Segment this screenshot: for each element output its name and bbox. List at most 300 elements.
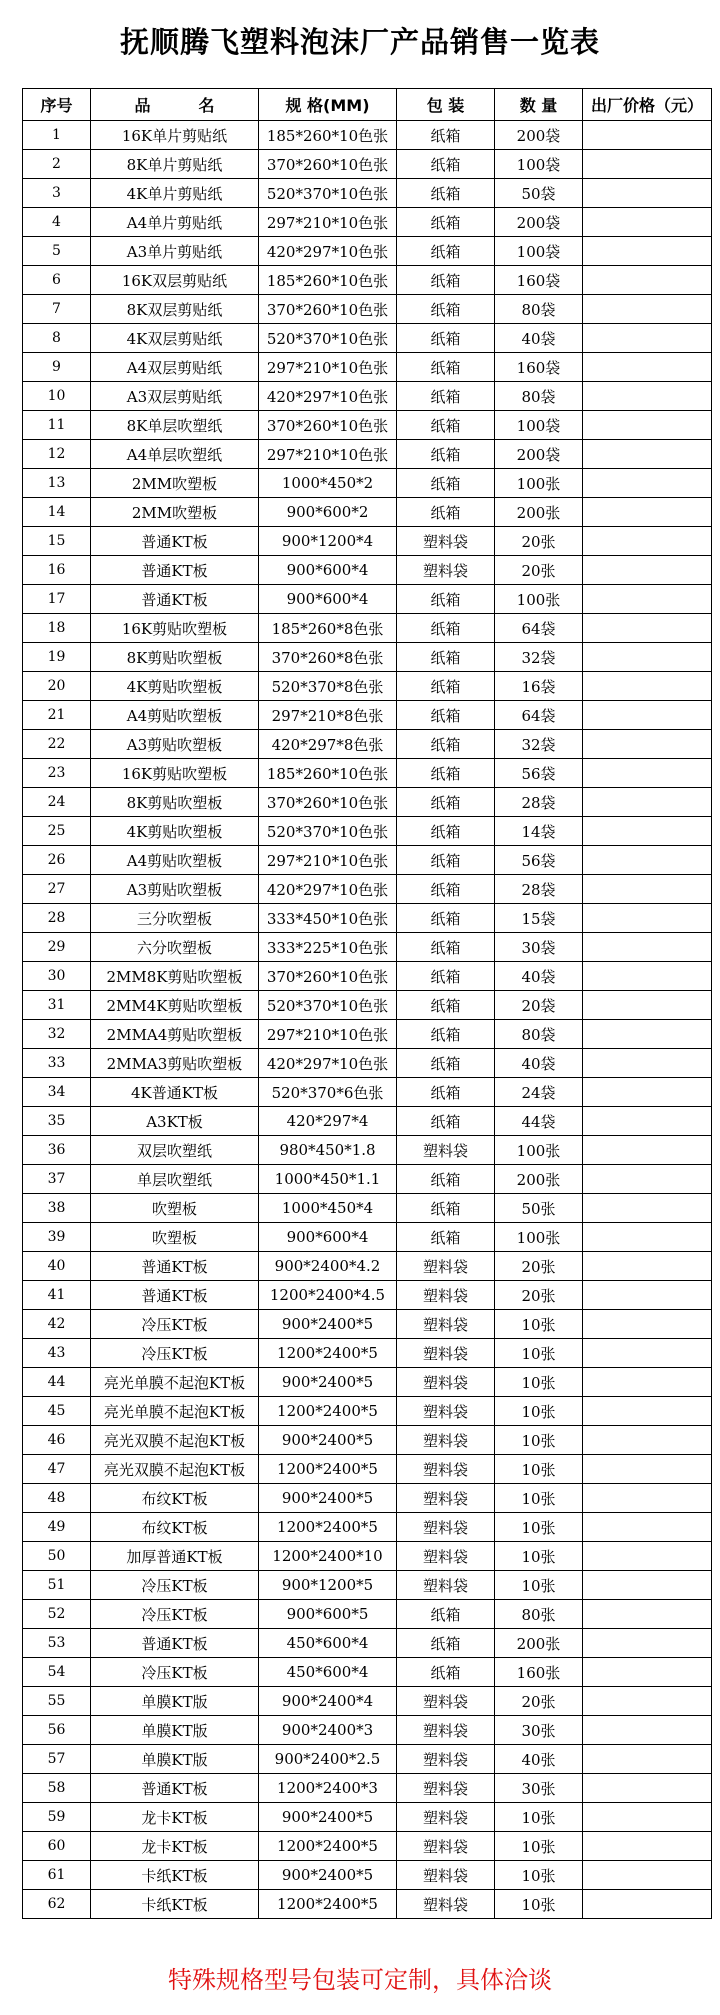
- cell-pack: 纸箱: [397, 1629, 495, 1658]
- cell-qty: 50张: [495, 1194, 583, 1223]
- cell-name: 普通KT板: [91, 1774, 259, 1803]
- cell-price: [583, 266, 712, 295]
- cell-pack: 塑料袋: [397, 556, 495, 585]
- table-row: [23, 991, 712, 1020]
- table-body: [23, 121, 712, 1919]
- cell-price: [583, 1774, 712, 1803]
- cell-no: 43: [23, 1339, 91, 1368]
- cell-pack: 纸箱: [397, 759, 495, 788]
- cell-qty: 160袋: [495, 266, 583, 295]
- cell-qty: 32袋: [495, 643, 583, 672]
- cell-pack: 塑料袋: [397, 1397, 495, 1426]
- table-row: [23, 1281, 712, 1310]
- cell-price: [583, 150, 712, 179]
- cell-pack: 纸箱: [397, 614, 495, 643]
- cell-spec: 1200*2400*4.5: [259, 1281, 397, 1310]
- cell-price: [583, 440, 712, 469]
- cell-name: 2MMA3剪贴吹塑板: [91, 1049, 259, 1078]
- table-row: [23, 1629, 712, 1658]
- cell-qty: 30张: [495, 1716, 583, 1745]
- cell-qty: 10张: [495, 1861, 583, 1890]
- cell-spec: 333*225*10色张: [259, 933, 397, 962]
- cell-pack: 塑料袋: [397, 1339, 495, 1368]
- cell-no: 14: [23, 498, 91, 527]
- cell-name: 8K单层吹塑纸: [91, 411, 259, 440]
- cell-name: 普通KT板: [91, 1629, 259, 1658]
- table-row: [23, 614, 712, 643]
- table-row: [23, 875, 712, 904]
- cell-pack: 纸箱: [397, 730, 495, 759]
- cell-price: [583, 1136, 712, 1165]
- cell-pack: 纸箱: [397, 701, 495, 730]
- table-row: [23, 962, 712, 991]
- cell-price: [583, 614, 712, 643]
- cell-price: [583, 1803, 712, 1832]
- table-row: [23, 179, 712, 208]
- cell-spec: 1200*2400*5: [259, 1339, 397, 1368]
- header-qty: 数 量: [495, 89, 583, 121]
- header-row: [23, 89, 712, 121]
- cell-no: 30: [23, 962, 91, 991]
- cell-spec: 900*600*4: [259, 1223, 397, 1252]
- cell-name: 16K双层剪贴纸: [91, 266, 259, 295]
- cell-qty: 20张: [495, 527, 583, 556]
- table-row: [23, 701, 712, 730]
- cell-spec: 520*370*10色张: [259, 991, 397, 1020]
- cell-no: 55: [23, 1687, 91, 1716]
- cell-price: [583, 933, 712, 962]
- cell-pack: 塑料袋: [397, 1252, 495, 1281]
- cell-pack: 纸箱: [397, 1223, 495, 1252]
- cell-price: [583, 962, 712, 991]
- cell-spec: 1200*2400*5: [259, 1455, 397, 1484]
- cell-pack: 纸箱: [397, 498, 495, 527]
- cell-pack: 纸箱: [397, 295, 495, 324]
- header-price: 出厂价格（元）: [583, 89, 712, 121]
- product-price-table: [22, 88, 712, 1919]
- cell-qty: 80袋: [495, 1020, 583, 1049]
- cell-pack: 纸箱: [397, 585, 495, 614]
- table-row: [23, 1832, 712, 1861]
- cell-price: [583, 875, 712, 904]
- cell-qty: 10张: [495, 1571, 583, 1600]
- cell-qty: 200袋: [495, 208, 583, 237]
- cell-qty: 10张: [495, 1890, 583, 1919]
- cell-name: 2MM吹塑板: [91, 469, 259, 498]
- cell-qty: 16袋: [495, 672, 583, 701]
- cell-no: 25: [23, 817, 91, 846]
- table-row: [23, 1426, 712, 1455]
- cell-pack: 塑料袋: [397, 1716, 495, 1745]
- cell-name: 加厚普通KT板: [91, 1542, 259, 1571]
- table-row: [23, 1542, 712, 1571]
- table-row: [23, 817, 712, 846]
- cell-no: 35: [23, 1107, 91, 1136]
- cell-no: 36: [23, 1136, 91, 1165]
- cell-qty: 56袋: [495, 846, 583, 875]
- cell-no: 34: [23, 1078, 91, 1107]
- cell-qty: 100张: [495, 469, 583, 498]
- cell-pack: 纸箱: [397, 788, 495, 817]
- cell-name: 双层吹塑纸: [91, 1136, 259, 1165]
- cell-pack: 塑料袋: [397, 1687, 495, 1716]
- cell-name: 2MM4K剪贴吹塑板: [91, 991, 259, 1020]
- cell-name: 8K双层剪贴纸: [91, 295, 259, 324]
- cell-price: [583, 1687, 712, 1716]
- cell-spec: 420*297*10色张: [259, 1049, 397, 1078]
- cell-pack: 纸箱: [397, 411, 495, 440]
- table-row: [23, 1078, 712, 1107]
- cell-pack: 塑料袋: [397, 1861, 495, 1890]
- cell-pack: 纸箱: [397, 1049, 495, 1078]
- cell-name: 单膜KT版: [91, 1687, 259, 1716]
- cell-name: 亮光双膜不起泡KT板: [91, 1426, 259, 1455]
- cell-qty: 200张: [495, 1629, 583, 1658]
- cell-spec: 1200*2400*5: [259, 1513, 397, 1542]
- table-row: [23, 1658, 712, 1687]
- table-row: [23, 1716, 712, 1745]
- cell-name: 2MMA4剪贴吹塑板: [91, 1020, 259, 1049]
- table-row: [23, 1745, 712, 1774]
- cell-qty: 160张: [495, 1658, 583, 1687]
- cell-no: 46: [23, 1426, 91, 1455]
- cell-price: [583, 991, 712, 1020]
- cell-no: 50: [23, 1542, 91, 1571]
- cell-price: [583, 1223, 712, 1252]
- cell-qty: 10张: [495, 1426, 583, 1455]
- cell-qty: 80袋: [495, 295, 583, 324]
- cell-name: 普通KT板: [91, 556, 259, 585]
- cell-qty: 40袋: [495, 1049, 583, 1078]
- cell-spec: 297*210*10色张: [259, 1020, 397, 1049]
- cell-no: 29: [23, 933, 91, 962]
- cell-pack: 塑料袋: [397, 1281, 495, 1310]
- cell-spec: 900*1200*5: [259, 1571, 397, 1600]
- cell-pack: 纸箱: [397, 266, 495, 295]
- cell-name: 4K剪贴吹塑板: [91, 672, 259, 701]
- table-row: [23, 556, 712, 585]
- cell-no: 47: [23, 1455, 91, 1484]
- cell-pack: 塑料袋: [397, 1571, 495, 1600]
- cell-no: 23: [23, 759, 91, 788]
- table-row: [23, 295, 712, 324]
- cell-qty: 10张: [495, 1803, 583, 1832]
- cell-price: [583, 1397, 712, 1426]
- cell-spec: 333*450*10色张: [259, 904, 397, 933]
- cell-name: 布纹KT板: [91, 1484, 259, 1513]
- cell-price: [583, 121, 712, 150]
- cell-spec: 900*600*4: [259, 556, 397, 585]
- cell-price: [583, 353, 712, 382]
- cell-price: [583, 1194, 712, 1223]
- cell-qty: 64袋: [495, 701, 583, 730]
- cell-pack: 塑料袋: [397, 1774, 495, 1803]
- cell-spec: 185*260*8色张: [259, 614, 397, 643]
- cell-spec: 520*370*10色张: [259, 817, 397, 846]
- cell-no: 40: [23, 1252, 91, 1281]
- cell-name: 单膜KT版: [91, 1716, 259, 1745]
- customization-note: 特殊规格型号包装可定制，具体洽谈: [168, 1966, 552, 1994]
- cell-price: [583, 1890, 712, 1919]
- table-row: [23, 933, 712, 962]
- cell-qty: 30袋: [495, 933, 583, 962]
- cell-price: [583, 208, 712, 237]
- table-row: [23, 208, 712, 237]
- cell-pack: 纸箱: [397, 179, 495, 208]
- cell-name: A4剪贴吹塑板: [91, 846, 259, 875]
- cell-spec: 297*210*10色张: [259, 440, 397, 469]
- cell-spec: 900*2400*2.5: [259, 1745, 397, 1774]
- cell-qty: 30张: [495, 1774, 583, 1803]
- cell-qty: 56袋: [495, 759, 583, 788]
- table-row: [23, 1484, 712, 1513]
- cell-name: 8K单片剪贴纸: [91, 150, 259, 179]
- cell-pack: 纸箱: [397, 643, 495, 672]
- table-row: [23, 324, 712, 353]
- table-row: [23, 904, 712, 933]
- cell-no: 7: [23, 295, 91, 324]
- cell-spec: 520*370*10色张: [259, 179, 397, 208]
- cell-name: A3双层剪贴纸: [91, 382, 259, 411]
- table-row: [23, 1571, 712, 1600]
- cell-price: [583, 1368, 712, 1397]
- table-row: [23, 1049, 712, 1078]
- header-no: 序号: [23, 89, 91, 121]
- table-row: [23, 585, 712, 614]
- cell-spec: 900*600*4: [259, 585, 397, 614]
- cell-pack: 纸箱: [397, 353, 495, 382]
- cell-name: 亮光单膜不起泡KT板: [91, 1368, 259, 1397]
- cell-price: [583, 904, 712, 933]
- cell-no: 42: [23, 1310, 91, 1339]
- table-row: [23, 498, 712, 527]
- cell-qty: 10张: [495, 1368, 583, 1397]
- cell-spec: 900*2400*5: [259, 1310, 397, 1339]
- cell-spec: 900*1200*4: [259, 527, 397, 556]
- cell-spec: 900*2400*4: [259, 1687, 397, 1716]
- cell-name: 2MM8K剪贴吹塑板: [91, 962, 259, 991]
- cell-pack: 纸箱: [397, 324, 495, 353]
- cell-pack: 纸箱: [397, 846, 495, 875]
- cell-qty: 80张: [495, 1600, 583, 1629]
- cell-qty: 40袋: [495, 324, 583, 353]
- table-row: [23, 411, 712, 440]
- cell-pack: 纸箱: [397, 237, 495, 266]
- cell-no: 58: [23, 1774, 91, 1803]
- cell-name: 普通KT板: [91, 1281, 259, 1310]
- cell-no: 39: [23, 1223, 91, 1252]
- cell-qty: 44袋: [495, 1107, 583, 1136]
- cell-price: [583, 527, 712, 556]
- cell-spec: 297*210*10色张: [259, 208, 397, 237]
- cell-name: 冷压KT板: [91, 1339, 259, 1368]
- cell-spec: 370*260*10色张: [259, 150, 397, 179]
- cell-no: 4: [23, 208, 91, 237]
- cell-price: [583, 585, 712, 614]
- cell-no: 12: [23, 440, 91, 469]
- cell-no: 21: [23, 701, 91, 730]
- cell-spec: 420*297*10色张: [259, 382, 397, 411]
- cell-no: 5: [23, 237, 91, 266]
- table-row: [23, 672, 712, 701]
- cell-spec: 1200*2400*5: [259, 1832, 397, 1861]
- header-name-left: 品: [134, 96, 151, 115]
- cell-spec: 900*2400*5: [259, 1368, 397, 1397]
- cell-qty: 10张: [495, 1397, 583, 1426]
- cell-no: 10: [23, 382, 91, 411]
- cell-spec: 1200*2400*3: [259, 1774, 397, 1803]
- cell-name: 普通KT板: [91, 1252, 259, 1281]
- cell-qty: 15袋: [495, 904, 583, 933]
- cell-spec: 980*450*1.8: [259, 1136, 397, 1165]
- cell-spec: 297*210*10色张: [259, 353, 397, 382]
- cell-name: 龙卡KT板: [91, 1803, 259, 1832]
- cell-pack: 塑料袋: [397, 1832, 495, 1861]
- cell-no: 56: [23, 1716, 91, 1745]
- cell-qty: 10张: [495, 1832, 583, 1861]
- cell-name: 吹塑板: [91, 1223, 259, 1252]
- cell-no: 1: [23, 121, 91, 150]
- cell-spec: 185*260*10色张: [259, 759, 397, 788]
- cell-no: 51: [23, 1571, 91, 1600]
- cell-name: 冷压KT板: [91, 1310, 259, 1339]
- cell-pack: 纸箱: [397, 208, 495, 237]
- cell-spec: 370*260*10色张: [259, 962, 397, 991]
- table-row: [23, 1252, 712, 1281]
- table-row: [23, 730, 712, 759]
- cell-no: 17: [23, 585, 91, 614]
- cell-qty: 10张: [495, 1484, 583, 1513]
- cell-price: [583, 788, 712, 817]
- cell-no: 9: [23, 353, 91, 382]
- cell-pack: 塑料袋: [397, 1310, 495, 1339]
- table-row: [23, 1455, 712, 1484]
- cell-spec: 450*600*4: [259, 1658, 397, 1687]
- cell-no: 26: [23, 846, 91, 875]
- cell-price: [583, 1484, 712, 1513]
- cell-no: 41: [23, 1281, 91, 1310]
- cell-name: 8K剪贴吹塑板: [91, 643, 259, 672]
- cell-name: A3剪贴吹塑板: [91, 730, 259, 759]
- cell-pack: 纸箱: [397, 875, 495, 904]
- table-row: [23, 1136, 712, 1165]
- cell-qty: 20张: [495, 1281, 583, 1310]
- cell-price: [583, 672, 712, 701]
- header-pack: 包 装: [397, 89, 495, 121]
- cell-qty: 28袋: [495, 875, 583, 904]
- cell-price: [583, 817, 712, 846]
- cell-no: 31: [23, 991, 91, 1020]
- cell-pack: 塑料袋: [397, 1890, 495, 1919]
- cell-price: [583, 556, 712, 585]
- cell-price: [583, 1600, 712, 1629]
- cell-spec: 520*370*6色张: [259, 1078, 397, 1107]
- cell-spec: 185*260*10色张: [259, 266, 397, 295]
- cell-name: 亮光双膜不起泡KT板: [91, 1455, 259, 1484]
- cell-price: [583, 1165, 712, 1194]
- table-row: [23, 266, 712, 295]
- cell-name: A4剪贴吹塑板: [91, 701, 259, 730]
- cell-name: 卡纸KT板: [91, 1861, 259, 1890]
- cell-name: 吹塑板: [91, 1194, 259, 1223]
- cell-price: [583, 382, 712, 411]
- cell-spec: 900*2400*4.2: [259, 1252, 397, 1281]
- table-row: [23, 1600, 712, 1629]
- table-row: [23, 788, 712, 817]
- cell-spec: 520*370*10色张: [259, 324, 397, 353]
- cell-no: 18: [23, 614, 91, 643]
- cell-qty: 20张: [495, 1252, 583, 1281]
- cell-no: 28: [23, 904, 91, 933]
- cell-pack: 纸箱: [397, 1020, 495, 1049]
- cell-qty: 200张: [495, 1165, 583, 1194]
- cell-qty: 100张: [495, 1136, 583, 1165]
- table-row: [23, 1339, 712, 1368]
- cell-pack: 塑料袋: [397, 1803, 495, 1832]
- cell-spec: 420*297*4: [259, 1107, 397, 1136]
- cell-qty: 24袋: [495, 1078, 583, 1107]
- cell-pack: 纸箱: [397, 440, 495, 469]
- cell-name: A4单层吹塑纸: [91, 440, 259, 469]
- cell-spec: 1200*2400*5: [259, 1890, 397, 1919]
- cell-price: [583, 1832, 712, 1861]
- page-title: 抚顺腾飞塑料泡沫厂产品销售一览表: [119, 25, 600, 59]
- cell-price: [583, 1107, 712, 1136]
- cell-price: [583, 1658, 712, 1687]
- table-row: [23, 1774, 712, 1803]
- cell-price: [583, 730, 712, 759]
- cell-price: [583, 1571, 712, 1600]
- cell-name: 8K剪贴吹塑板: [91, 788, 259, 817]
- cell-price: [583, 846, 712, 875]
- cell-spec: 900*2400*5: [259, 1484, 397, 1513]
- table-row: [23, 1165, 712, 1194]
- cell-price: [583, 1020, 712, 1049]
- cell-name: A3剪贴吹塑板: [91, 875, 259, 904]
- table-row: [23, 759, 712, 788]
- cell-pack: 纸箱: [397, 1078, 495, 1107]
- cell-spec: 1200*2400*5: [259, 1397, 397, 1426]
- cell-price: [583, 1716, 712, 1745]
- cell-pack: 塑料袋: [397, 527, 495, 556]
- cell-pack: 纸箱: [397, 904, 495, 933]
- cell-qty: 10张: [495, 1310, 583, 1339]
- cell-name: 亮光单膜不起泡KT板: [91, 1397, 259, 1426]
- cell-name: 冷压KT板: [91, 1658, 259, 1687]
- cell-qty: 40张: [495, 1745, 583, 1774]
- cell-price: [583, 498, 712, 527]
- cell-name: 普通KT板: [91, 527, 259, 556]
- cell-spec: 1000*450*1.1: [259, 1165, 397, 1194]
- cell-pack: 塑料袋: [397, 1542, 495, 1571]
- cell-pack: 纸箱: [397, 1107, 495, 1136]
- cell-price: [583, 1310, 712, 1339]
- cell-price: [583, 1049, 712, 1078]
- cell-no: 6: [23, 266, 91, 295]
- cell-qty: 100袋: [495, 150, 583, 179]
- cell-price: [583, 1281, 712, 1310]
- cell-qty: 160袋: [495, 353, 583, 382]
- cell-name: 4K普通KT板: [91, 1078, 259, 1107]
- table-row: [23, 1513, 712, 1542]
- cell-name: 16K剪贴吹塑板: [91, 759, 259, 788]
- cell-no: 13: [23, 469, 91, 498]
- cell-no: 27: [23, 875, 91, 904]
- cell-name: 普通KT板: [91, 585, 259, 614]
- table-row: [23, 1397, 712, 1426]
- cell-price: [583, 411, 712, 440]
- cell-pack: 塑料袋: [397, 1136, 495, 1165]
